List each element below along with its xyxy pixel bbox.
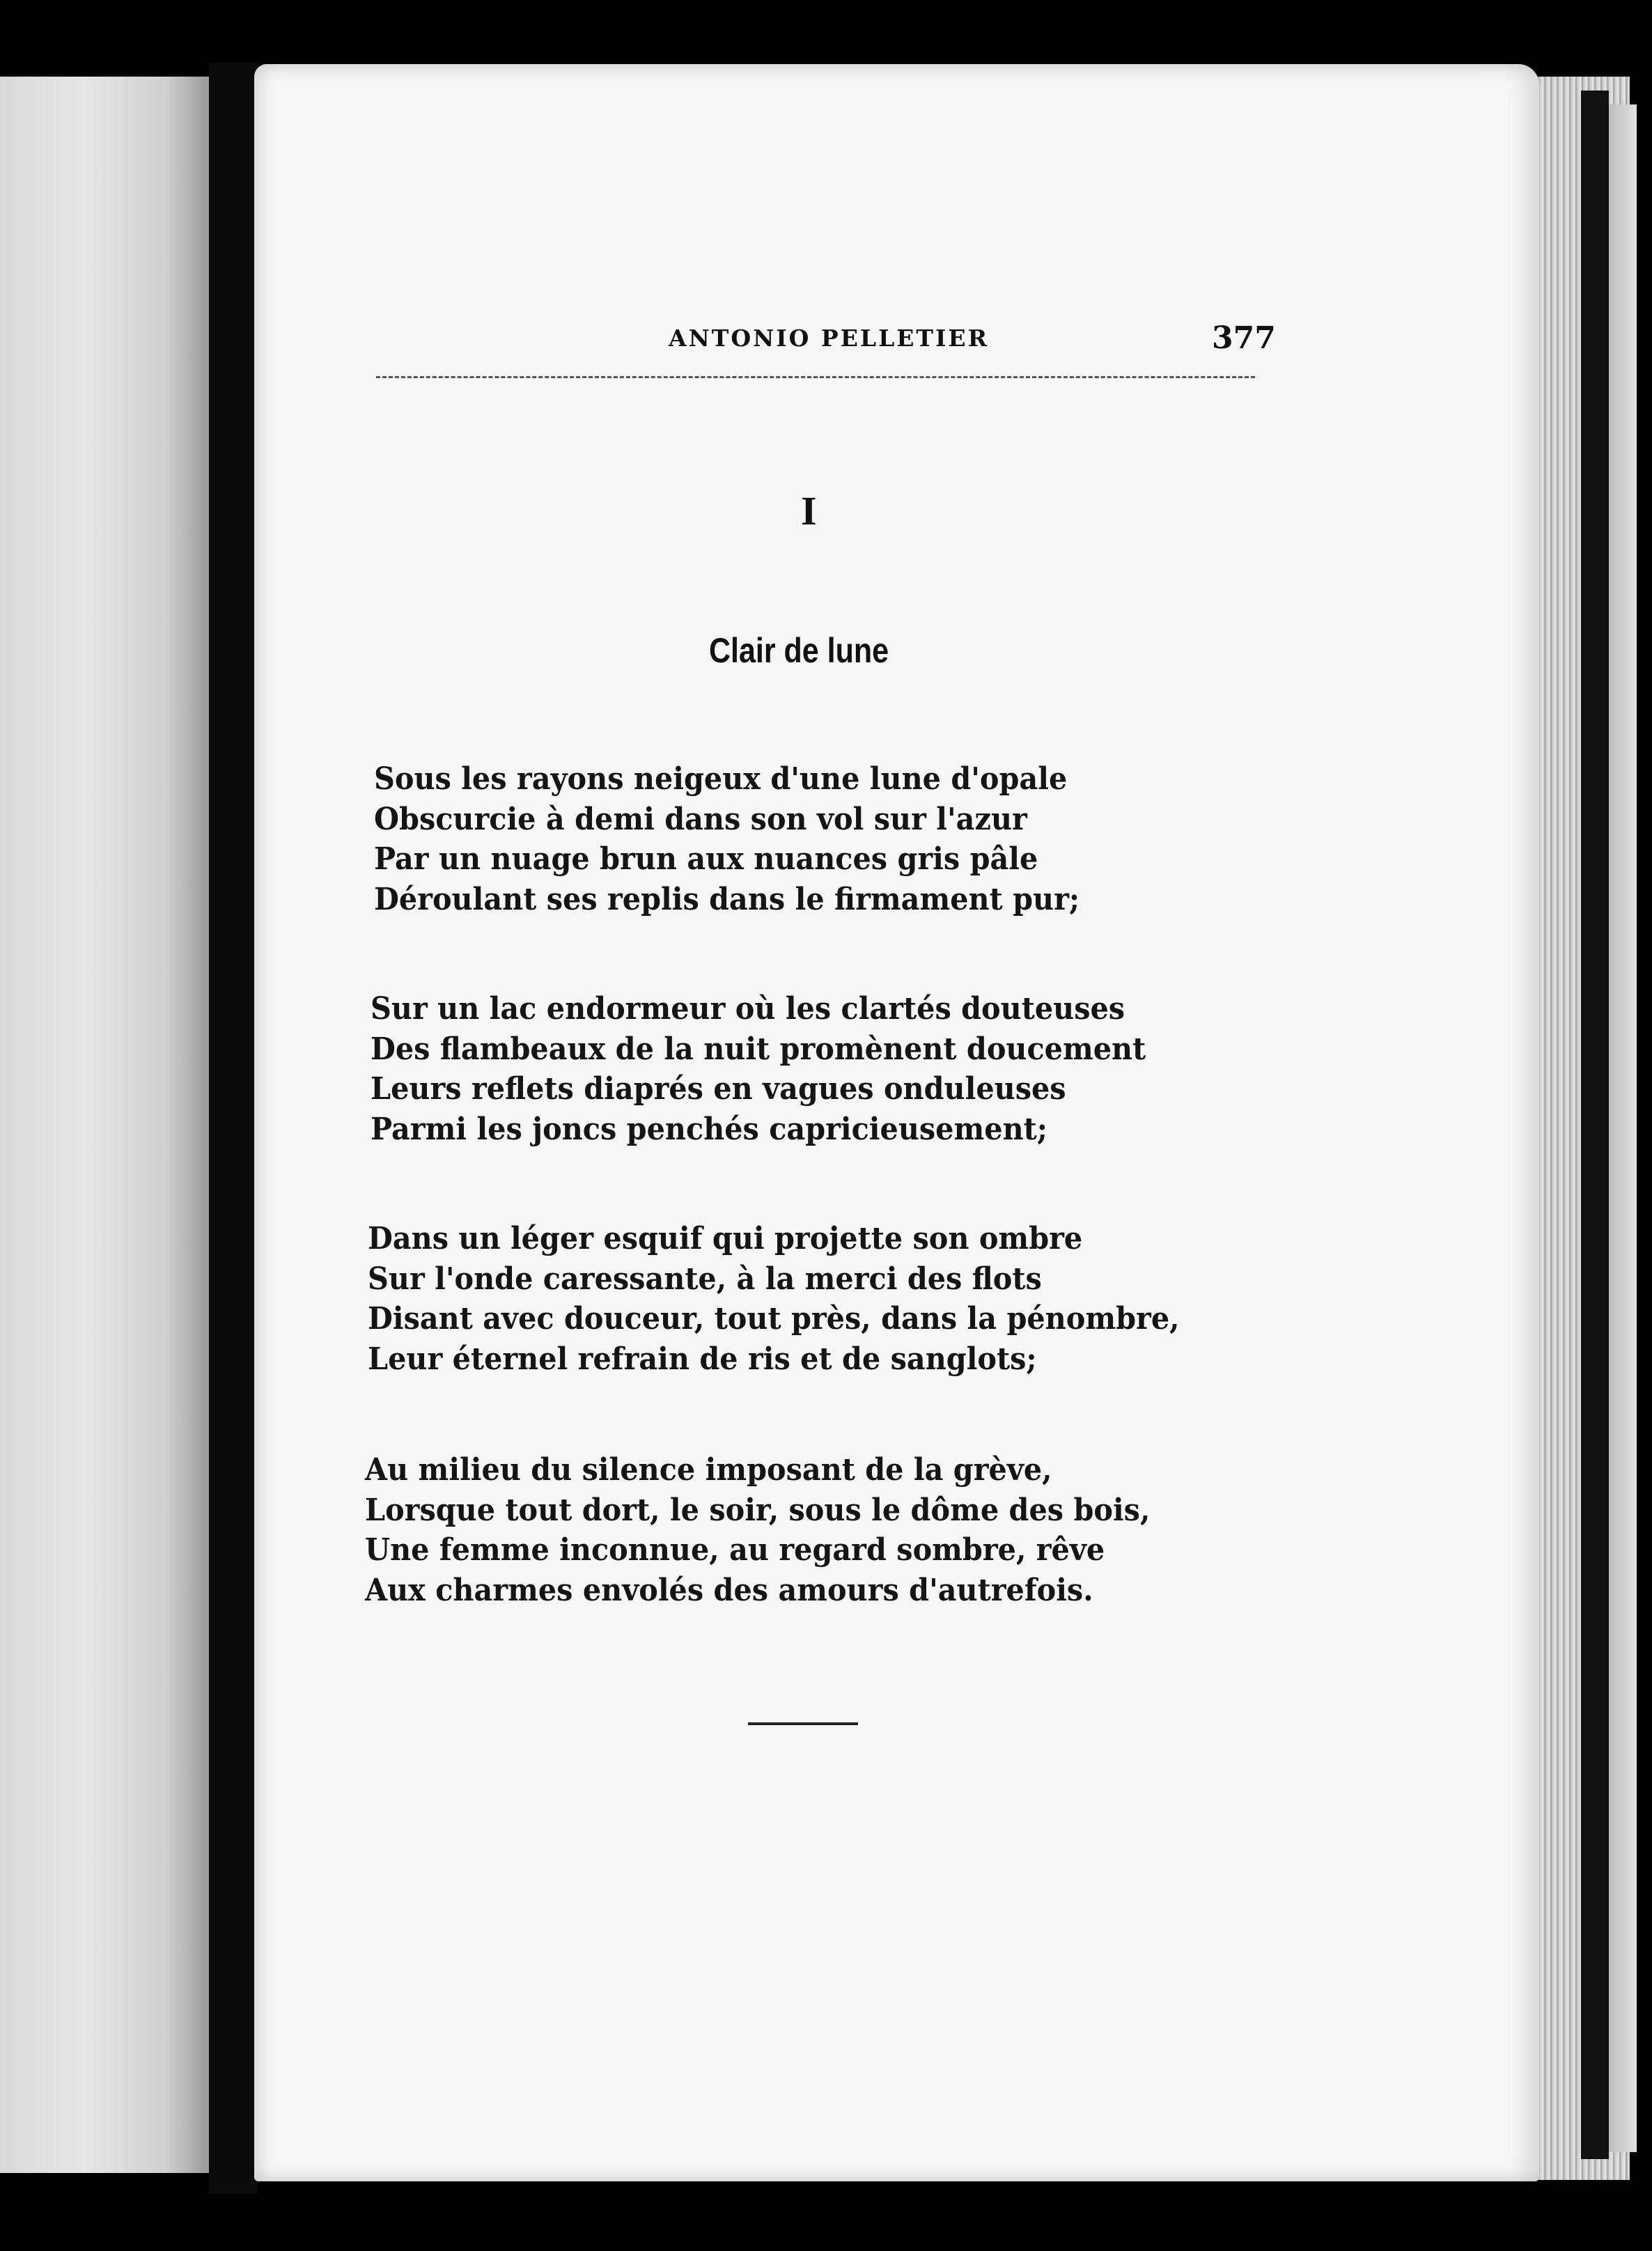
verse-line: Sur l'onde caressante, à la merci des flots — [368, 1261, 1042, 1297]
back-cover-edge — [1609, 104, 1637, 2152]
verse-line: Une femme inconnue, au regard sombre, rêve — [365, 1532, 1105, 1568]
header-rule — [376, 376, 1255, 378]
verse-line: Lorsque tout dort, le soir, sous le dôme des bois, — [365, 1492, 1151, 1528]
facing-page-edge — [0, 77, 209, 2173]
page-edge-shadow — [1581, 91, 1609, 2159]
book-gutter — [209, 63, 258, 2194]
page-number: 377 — [1212, 320, 1276, 356]
verse-line: Par un nuage brun aux nuances gris pâle — [374, 841, 1038, 877]
stanza-4 — [365, 1450, 1200, 1610]
section-number: I — [801, 488, 817, 533]
verse-line: Sur un lac endormeur où les clartés douteuses — [371, 991, 1125, 1027]
verse-line: Parmi les joncs penchés capricieusement; — [371, 1111, 1048, 1147]
stanza-1 — [374, 759, 1125, 919]
verse-line: Obscurcie à demi dans son vol sur l'azur — [374, 801, 1027, 837]
poem-title: Clair de lune — [709, 631, 889, 670]
verse-line: Disant avec douceur, tout près, dans la pénombre, — [368, 1301, 1180, 1337]
verse-line: Des flambeaux de la nuit promènent doucement — [371, 1031, 1146, 1067]
verse-line: Dans un léger esquif qui projette son ombre — [368, 1221, 1083, 1256]
verse-line: Déroulant ses replis dans le firmament pur; — [374, 881, 1080, 917]
stanza-2 — [371, 989, 1195, 1149]
running-head: ANTONIO PELLETIER — [669, 325, 990, 352]
end-rule — [748, 1722, 858, 1725]
stanza-3 — [368, 1219, 1231, 1379]
verse-line: Sous les rayons neigeux d'une lune d'opale — [374, 761, 1068, 797]
verse-line: Leur éternel refrain de ris et de sanglots; — [368, 1341, 1037, 1377]
verse-line: Leurs reflets diaprés en vagues onduleuses — [371, 1071, 1066, 1107]
verse-line: Au milieu du silence imposant de la grève, — [365, 1452, 1052, 1488]
verse-line: Aux charmes envolés des amours d'autrefois. — [365, 1572, 1093, 1608]
